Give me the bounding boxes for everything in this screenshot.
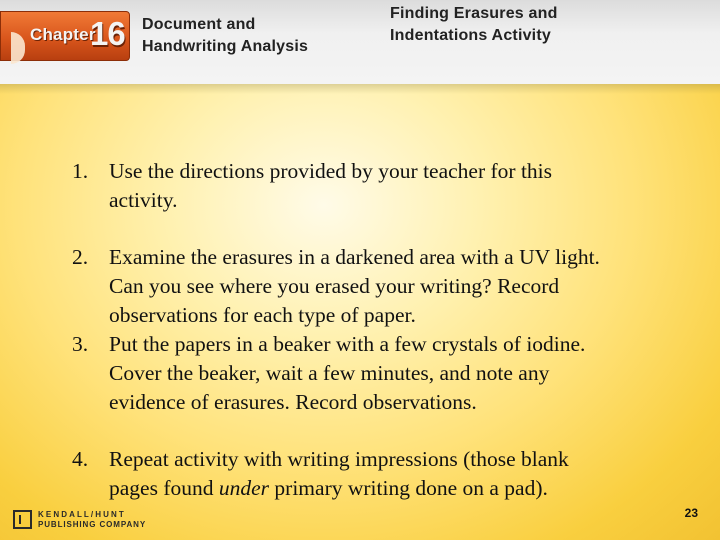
- page-subtitle: [390, 3, 690, 47]
- step-text: primary writing done on a pad).: [269, 476, 548, 500]
- list-item: [72, 330, 692, 417]
- publisher-company: PUBLISHING COMPANY: [38, 520, 147, 529]
- list-item: [72, 157, 692, 215]
- step-line: [109, 474, 692, 503]
- step-line: Examine the erasures in a darkened area with a UV light.: [109, 245, 600, 269]
- step-line: evidence of erasures. Record observations.: [109, 390, 477, 414]
- step-number: 1.: [72, 159, 89, 183]
- step-line: Repeat activity with writing impressions (those blank: [109, 447, 569, 471]
- publisher-logo: [13, 510, 147, 532]
- chapter-word: Chapter: [30, 25, 96, 44]
- steps-list: [72, 157, 692, 503]
- badge-notch: [11, 32, 25, 64]
- chapter-badge: [0, 11, 130, 61]
- emphasis-text: under: [218, 476, 270, 500]
- page-number: 23: [684, 506, 698, 520]
- page-subtitle-line2: Indentations Activity: [390, 27, 551, 44]
- publisher-name: KENDALL/HUNT: [38, 510, 126, 519]
- step-number: 3.: [72, 332, 89, 356]
- page-title-line1: Document and: [142, 16, 256, 33]
- step-line: Use the directions provided by your teacher for this: [109, 159, 553, 183]
- step-line: Cover the beaker, wait a few minutes, and note any: [109, 361, 550, 385]
- step-line: Can you see where you erased your writing? Record: [109, 274, 560, 298]
- chapter-number: 16: [90, 15, 125, 52]
- step-number: 4.: [72, 447, 89, 471]
- header-shadow: [0, 84, 720, 94]
- page-subtitle-line1: Finding Erasures and: [390, 5, 558, 22]
- step-text: pages found: [109, 476, 219, 500]
- page-title: [142, 14, 372, 58]
- step-line: Put the papers in a beaker with a few crystals of iodine.: [109, 332, 586, 356]
- step-line: activity.: [109, 188, 178, 212]
- list-item: [72, 243, 692, 330]
- page-title-line2: Handwriting Analysis: [142, 38, 309, 55]
- step-line: observations for each type of paper.: [109, 303, 416, 327]
- header-bar: [0, 0, 720, 84]
- list-item: [72, 445, 692, 503]
- publisher-logo-icon: [13, 510, 32, 529]
- step-number: 2.: [72, 245, 89, 269]
